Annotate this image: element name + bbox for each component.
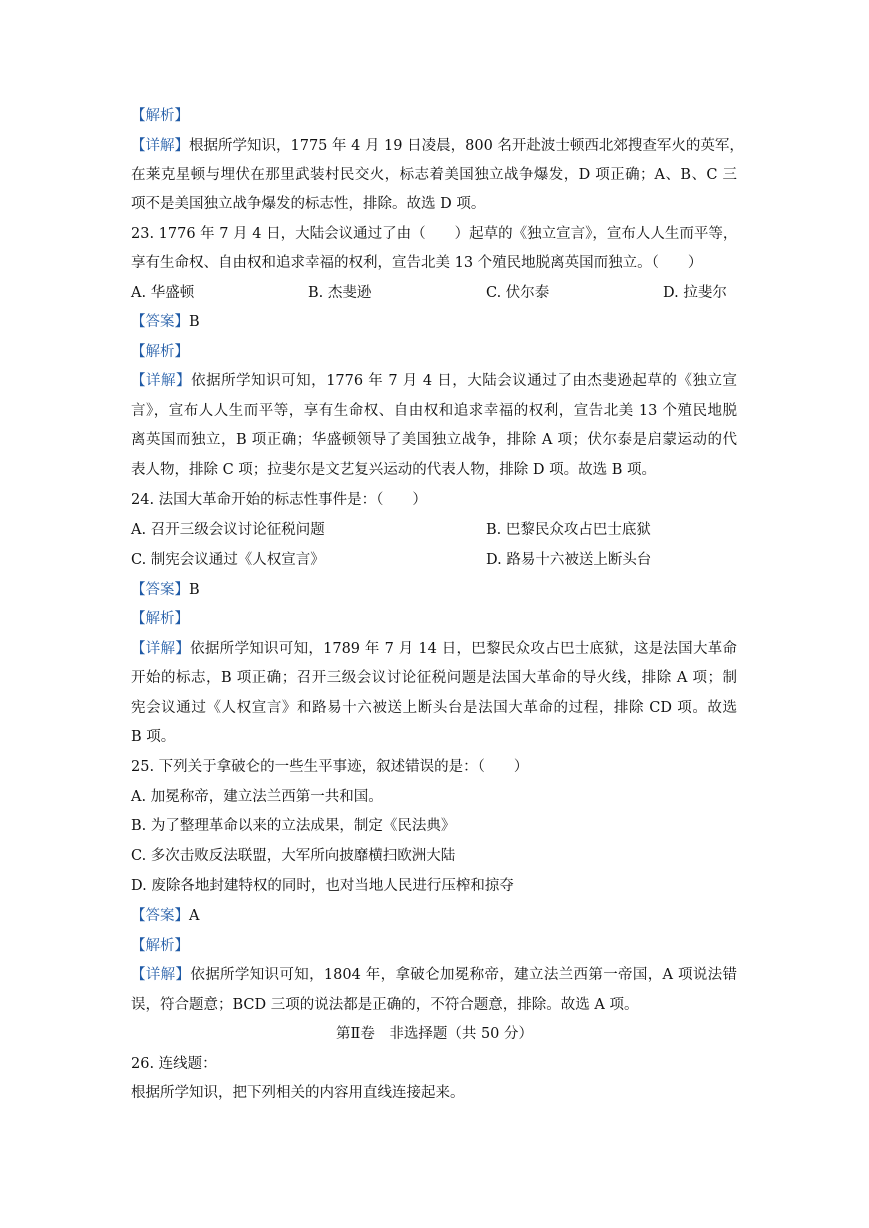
question-25-option-c: C. 多次击败反法联盟，大军所向披靡横扫欧洲大陆 (131, 848, 456, 864)
question-26-instruction: 根据所学知识，把下列相关的内容用直线连接起来。 (131, 1085, 465, 1101)
question-23-option-d: D. 拉斐尔 (663, 285, 727, 301)
question-26-stem: 26. 连线题： (131, 1056, 217, 1072)
question-23-option-c: C. 伏尔泰 (486, 285, 550, 301)
detail-23-line-1: 【详解】依据所学知识可知，1776 年 7 月 4 日，大陆会议通过了由杰斐逊起草的《独立宣 (131, 373, 737, 389)
question-24-option-d: D. 路易十六被送上断头台 (486, 552, 652, 568)
answer-25: 【答案】A (131, 908, 200, 924)
detail-25-line-2: 误，符合题意；BCD 三项的说法都是正确的，不符合题意，排除。故选 A 项。 (131, 997, 639, 1013)
analysis-tag-22: 【解析】 (131, 108, 189, 124)
question-23-stem-line-1: 23. 1776 年 7 月 4 日，大陆会议通过了由（ ）起草的《独立宣言》，宣布人人生而平等， (131, 226, 738, 242)
answer-23: 【答案】B (131, 314, 200, 330)
detail-22-line-3: 项不是美国独立战争爆发的标志性，排除。故选 D 项。 (131, 196, 486, 212)
detail-24-line-4: B 项。 (131, 729, 176, 745)
detail-24-line-2: 开始的标志，B 项正确；召开三级会议讨论征税问题是法国大革命的导火线，排除 A 项；制 (131, 670, 737, 686)
detail-24-line-1: 【详解】依据所学知识可知，1789 年 7 月 14 日，巴黎民众攻占巴士底狱，这是法国大革命 (131, 641, 738, 657)
detail-23-line-2: 言》，宣布人人生而平等，享有生命权、自由权和追求幸福的权利，宣告北美 13 个殖民地脱 (131, 403, 737, 419)
section-title: 第Ⅱ卷 非选择题（共 50 分） (335, 1026, 534, 1042)
detail-22-line-2: 在莱克星顿与埋伏在那里武装村民交火，标志着美国独立战争爆发，D 项正确；A、B、C 三 (131, 167, 737, 183)
question-25-option-b: B. 为了整理革命以来的立法成果，制定《民法典》 (131, 818, 456, 834)
question-25-option-d: D. 废除各地封建特权的同时，也对当地人民进行压榨和掠夺 (131, 878, 514, 894)
detail-22-line-1: 【详解】根据所学知识，1775 年 4 月 19 日凌晨，800 名开赴波士顿西北郊搜查军火的英军， (131, 138, 744, 154)
detail-23-line-3: 离英国而独立，B 项正确；华盛顿领导了美国独立战争，排除 A 项；伏尔泰是启蒙运动的代 (131, 432, 737, 448)
question-24-option-b: B. 巴黎民众攻占巴士底狱 (486, 522, 651, 538)
question-24-option-c: C. 制宪会议通过《人权宣言》 (131, 552, 325, 568)
analysis-tag-23: 【解析】 (131, 344, 189, 360)
question-23-stem-line-2: 享有生命权、自由权和追求幸福的权利，宣告北美 13 个殖民地脱离英国而独立。（ ） (131, 255, 703, 271)
detail-24-line-3: 宪会议通过《人权宣言》和路易十六被送上断头台是法国大革命的过程，排除 CD 项。故选 (131, 700, 737, 716)
question-24-stem: 24. 法国大革命开始的标志性事件是：（ ） (131, 492, 427, 508)
question-23-option-b: B. 杰斐逊 (308, 285, 372, 301)
analysis-tag-24: 【解析】 (131, 611, 189, 627)
question-25-option-a: A. 加冕称帝，建立法兰西第一共和国。 (131, 789, 383, 805)
answer-24: 【答案】B (131, 582, 200, 598)
question-24-option-a: A. 召开三级会议讨论征税问题 (131, 522, 325, 538)
detail-23-line-4: 表人物，排除 C 项；拉斐尔是文艺复兴运动的代表人物，排除 D 项。故选 B 项。 (131, 462, 657, 478)
question-25-stem: 25. 下列关于拿破仑的一些生平事迹，叙述错误的是：（ ） (131, 759, 529, 775)
question-23-option-a: A. 华盛顿 (131, 285, 195, 301)
analysis-tag-25: 【解析】 (131, 938, 189, 954)
detail-25-line-1: 【详解】依据所学知识可知，1804 年，拿破仑加冕称帝，建立法兰西第一帝国，A 项说法错 (131, 967, 737, 983)
